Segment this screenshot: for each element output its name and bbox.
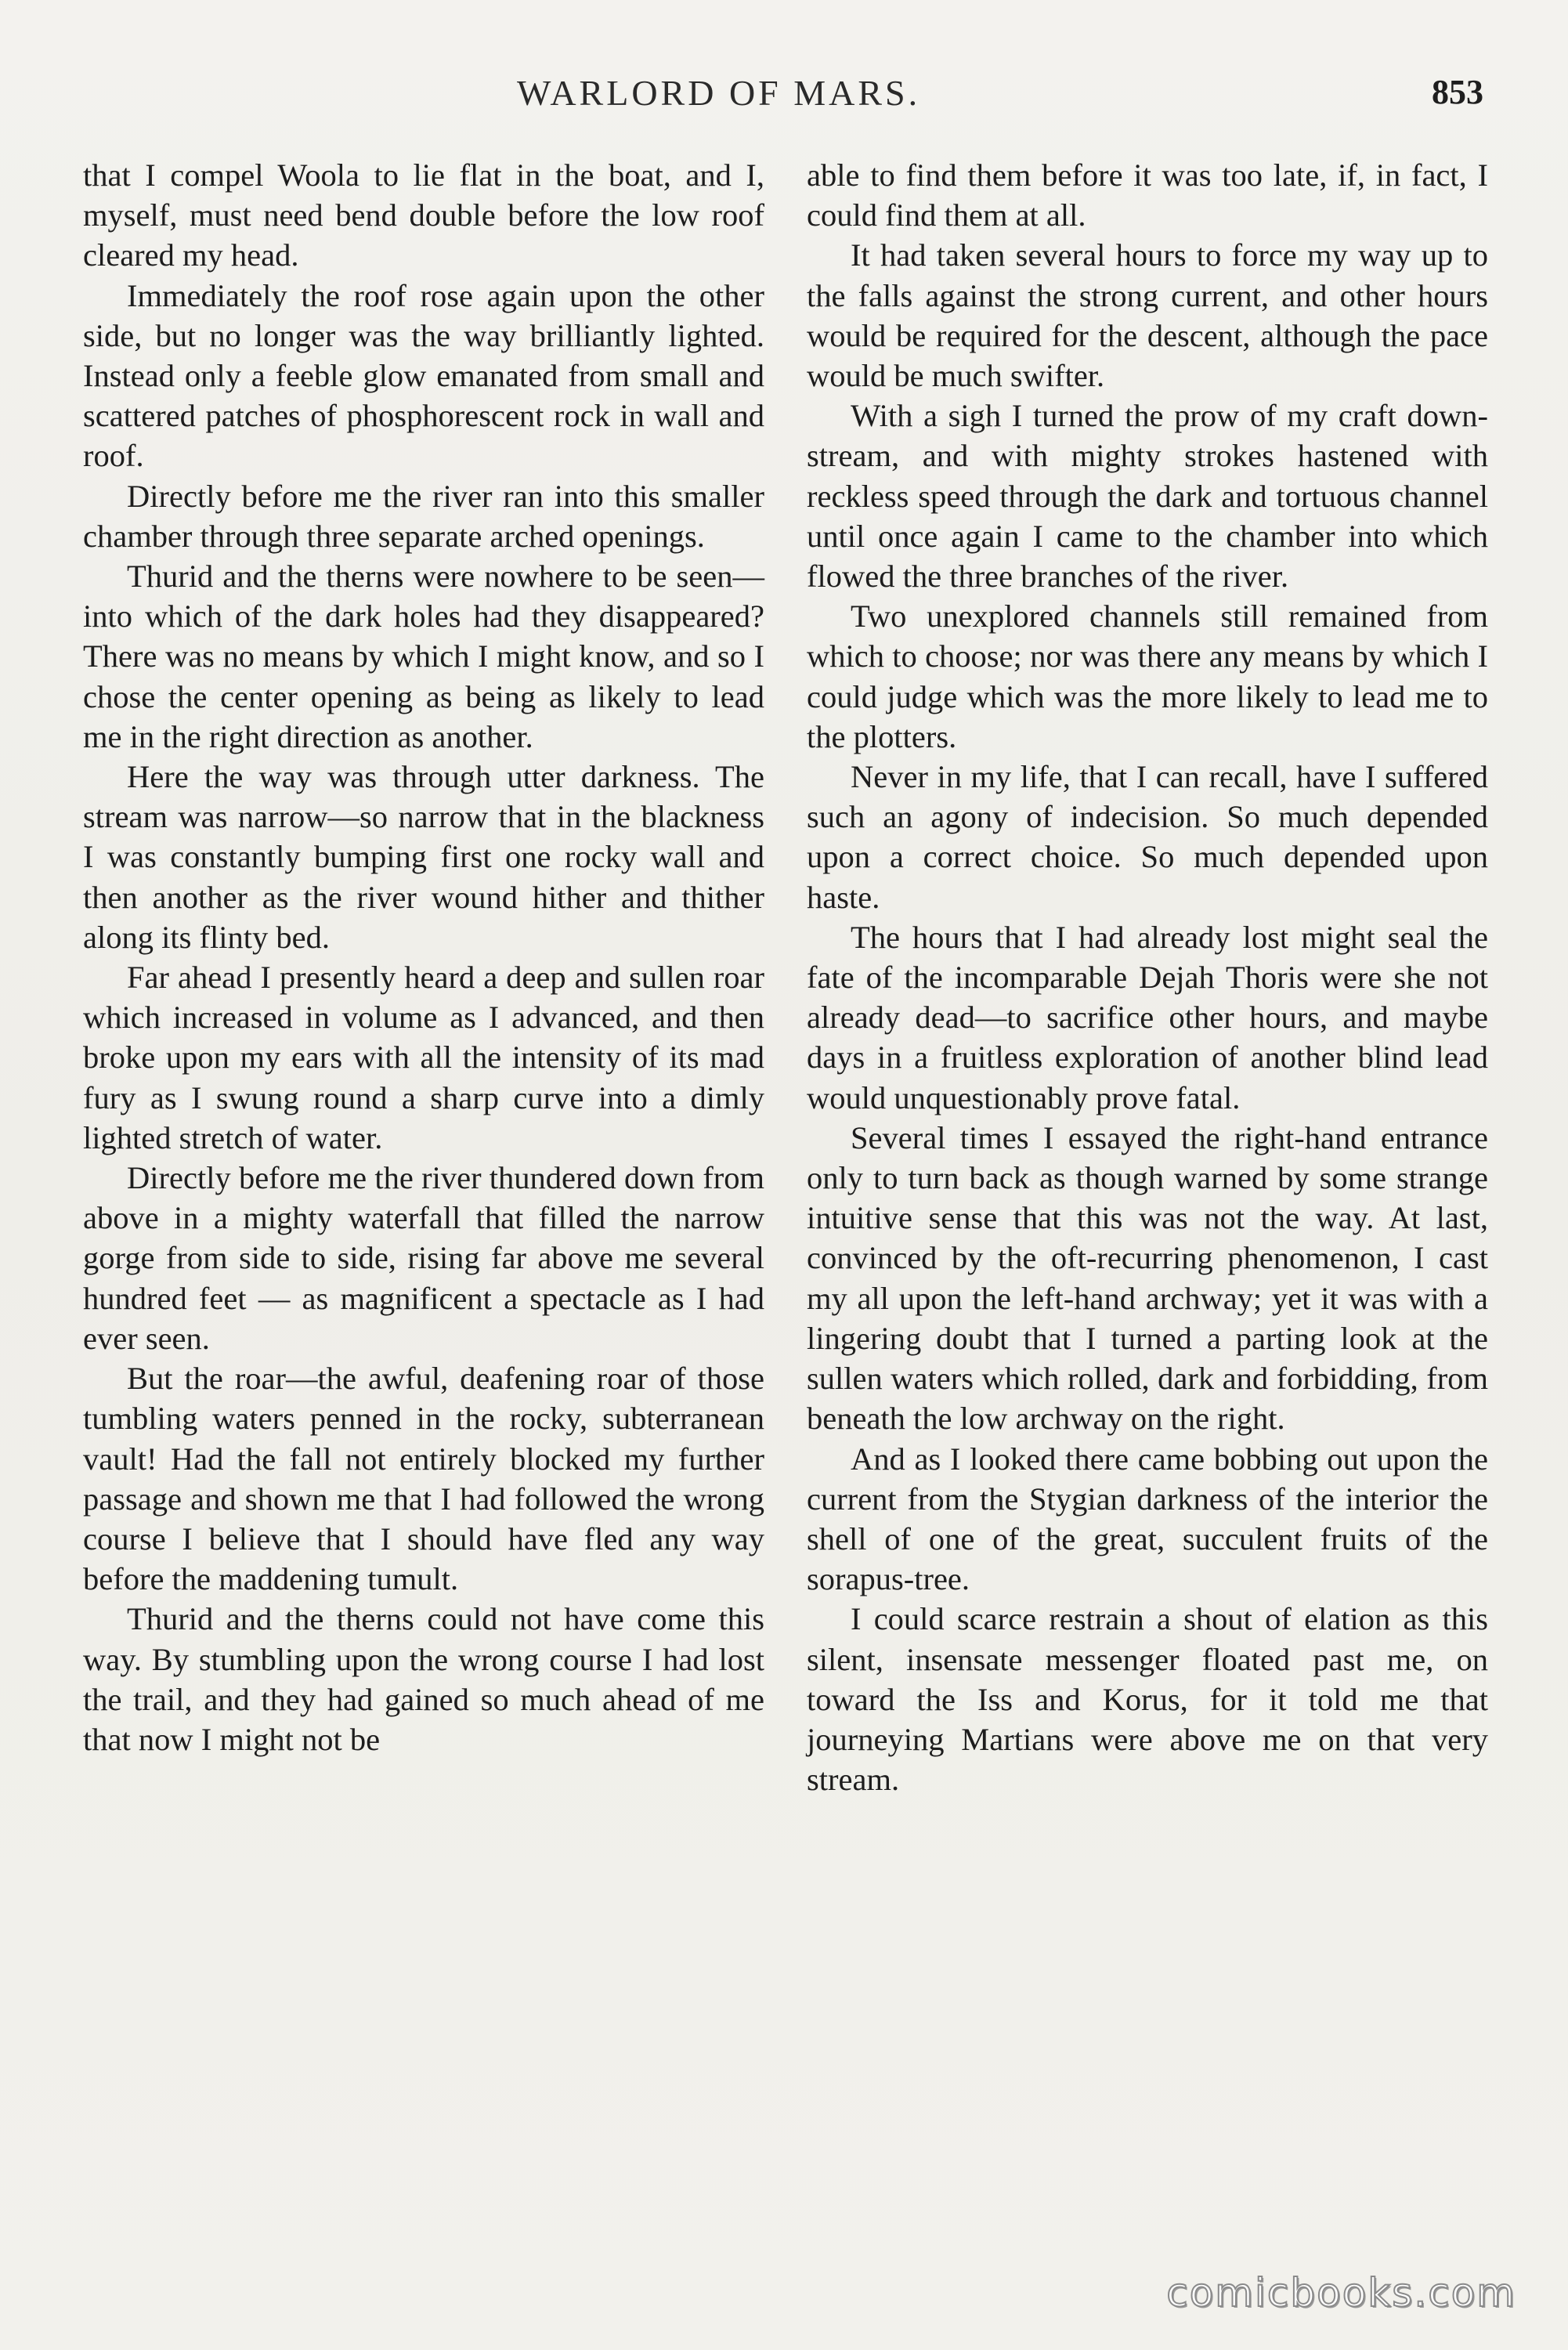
paragraph: Thurid and the therns were nowhere to be seen—into which of the dark holes had they disappeared? There was no means by which I might know, and so I chose the center opening as being as likely to lead me in the right direction as another.	[83, 559, 764, 754]
paragraph: Never in my life, that I can recall, have I suffered such an agony of indecision. So much depended upon a correct choice. So much depended upon haste.	[807, 759, 1488, 915]
paragraph: that I compel Woola to lie flat in the boat, and I, myself, must need bend double before the low roof cleared my head.	[83, 157, 764, 273]
paragraph: Directly before me the river ran into this smaller chamber through three separate arched openings.	[83, 478, 764, 554]
paragraph: able to find them before it was too late, if, in fact, I could find them at all.	[807, 157, 1488, 233]
paragraph: With a sigh I turned the prow of my craft down-stream, and with mighty strokes hastened with reckless speed through the dark and tortuous channel until once again I came to the chamber into which flowed the three branches of the river.	[807, 398, 1488, 595]
paragraph: The hours that I had already lost might seal the fate of the incomparable Dejah Thoris were she not already dead—to sacrifice other hours, and maybe days in a fruitless exploration of another blind lead would unquestionably prove fatal.	[807, 919, 1488, 1115]
paragraph: Several times I essayed the right-hand entrance only to turn back as though warned by some strange intuitive sense that this was not the way. At last, convinced by the oft-recurring phenomenon, I cast my all upon the left-hand archway; yet it was with a lingering doubt that I turned a parting look at the sullen waters which rolled, dark and forbidding, from beneath the low archway on the right.	[807, 1119, 1488, 1437]
paragraph: Immediately the roof rose again upon the other side, but no longer was the way brilliantly lighted. Instead only a feeble glow emanated from small and scattered patches of phosphorescent rock in wall and roof.	[83, 277, 764, 474]
paragraph: And as I looked there came bobbing out upon the current from the Stygian darkness of the interior the shell of one of the great, succulent fruits of the sorapus-tree.	[807, 1441, 1488, 1597]
page-number: 853	[1432, 73, 1483, 111]
paragraph: Directly before me the river thundered down from above in a mighty waterfall that filled the narrow gorge from side to side, rising far above me several hundred feet — as magnificent a spectacle as I had ever seen.	[83, 1160, 764, 1356]
running-title: WARLORD OF MARS.	[517, 73, 921, 113]
paragraph: But the roar—the awful, deafening roar of those tumbling waters penned in the rocky, subterranean vault! Had the fall not entirely blocked my further passage and shown me that I had followed the wrong course I believe that I should have fled any way before the maddening tumult.	[83, 1361, 764, 1597]
site-watermark: comicbooks.com	[1166, 2270, 1516, 2316]
paragraph: It had taken several hours to force my way up to the falls against the strong current, and other hours would be required for the descent, although the pace would be much swifter.	[807, 237, 1488, 394]
paragraph: Two unexplored channels still remained from which to choose; nor was there any means by which I could judge which was the more likely to lead me to the plotters.	[807, 598, 1488, 754]
paragraph: Thurid and the therns could not have come this way. By stumbling upon the wrong course I had lost the trail, and they had gained so much ahead of me that now I might not be	[83, 1601, 764, 1757]
paragraph: Far ahead I presently heard a deep and sullen roar which increased in volume as I advanced, and then broke upon my ears with all the intensity of its mad fury as I swung round a sharp curve into a dimly lighted stretch of water.	[83, 960, 764, 1155]
left-column	[83, 155, 764, 1759]
paragraph: I could scarce restrain a shout of elation as this silent, insensate messenger floated past me, on toward the Iss and Korus, for it told me that journeying Martians were above me on that very stream.	[807, 1601, 1488, 1798]
paragraph: Here the way was through utter darkness. The stream was narrow—so narrow that in the blackness I was constantly bumping first one rocky wall and then another as the river wound hither and thither along its flinty bed.	[83, 759, 764, 955]
right-column	[807, 155, 1488, 1799]
